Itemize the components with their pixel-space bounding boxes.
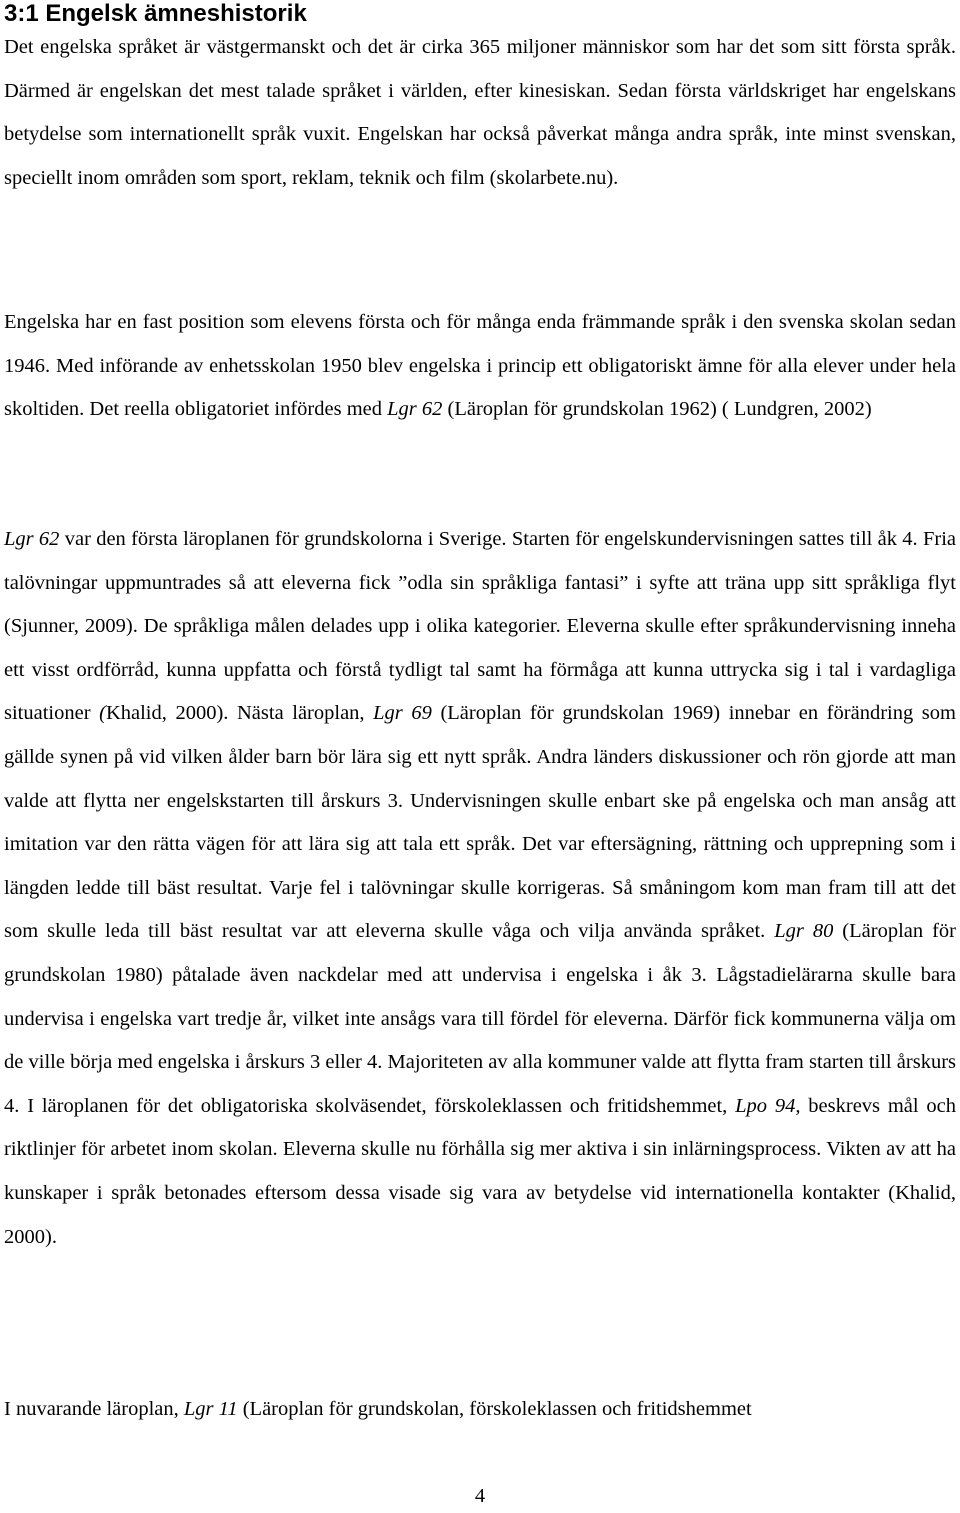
paragraph-text: (Läroplan för grundskolan, förskoleklassen och fritidshemmet	[237, 1398, 752, 1420]
paragraph-text: Khalid, 2000). Nästa läroplan,	[105, 702, 374, 725]
paragraph-text: I nuvarande läroplan,	[4, 1398, 184, 1420]
paragraph-text: beskrevs mål och riktlinjer för arbetet inom skolan. Eleverna skulle nu förhålla sig mer aktiva i sin inlärningsprocess. Vikten av att ha kunskaper i språk betonades eftersom dessa visade sig vara av betydelse vid internationella kontakter (Khalid, 2000).	[4, 1094, 957, 1248]
curriculum-title-lgr62: Lgr 62	[4, 528, 60, 550]
italic-parenthesis: (	[99, 702, 106, 725]
curriculum-title-lgr69: Lgr 69	[373, 702, 432, 725]
paragraph-text: (Läroplan för grundskolan 1969) innebar en förändring som gällde synen på vid vilken ålder barn bör lära sig ett nytt språk. Andra länders diskussioner och rön gjorde att man valde att flytta ner engelskstarten till årskurs 3. Undervisningen skulle enbart ske på engelska och man ansåg att imitation var den rätta vägen för att lära sig att tala ett språk. Det var eftersägning, rättning och upprepning som i längden ledde till bäst resultat. Varje fel i talövningar skulle korrigeras. Så småningom kom man fram till att det som skulle leda till bäst resultat var att eleverna skulle våga och vilja använda språket.	[4, 702, 956, 943]
paragraph-english-origin	[4, 26, 956, 200]
paragraph-english-position	[4, 301, 956, 432]
curriculum-title-lgr62: Lgr 62	[387, 398, 443, 421]
curriculum-title-lgr80: Lgr 80	[774, 920, 834, 943]
section-heading: 3:1 Engelsk ämneshistorik	[4, 0, 307, 27]
paragraph-current-curriculum	[4, 1388, 956, 1432]
curriculum-title-lpo94: Lpo 94,	[735, 1094, 801, 1117]
paragraph-text: Det engelska språket är västgermanskt och det är cirka 365 miljoner människor som har det som sitt första språk. Därmed är engelskan det mest talade språket i världen, efter kinesiskan. Sedan första världskriget har engelskans betydelse som internationellt språk vuxit. Engelskan har också påverkat många andra språk, inte minst svenskan, speciellt inom områden som sport, reklam, teknik och film (skolarbete.nu).	[4, 36, 956, 189]
paragraph-text: Engelska har en fast position som elevens första och för många enda främmande språk i den svenska skolan sedan 1946. Med införande av enhetsskolan 1950 blev engelska i princip ett obligatoriskt ämne för alla elever under hela skoltiden. Det reella obligatoriet infördes med	[4, 311, 956, 421]
curriculum-title-lgr11: Lgr 11	[183, 1398, 238, 1420]
paragraph-text: (Läroplan för grundskolan 1962) ( Lundgren, 2002)	[442, 398, 872, 421]
paragraph-text: (Läroplan för grundskolan 1980) påtalade även nackdelar med att undervisa i engelska i åk 3. Lågstadielärarna skulle bara undervisa i engelska vart tredje år, vilket inte ansågs vara till fördel för eleverna. Därför fick kommunerna välja om de ville börja med engelska i årskurs 3 eller 4. Majoriteten av alla kommuner valde att flytta fram starten till årskurs 4. I läroplanen för det obligatoriska skolväsendet, förskoleklassen och fritidshemmet,	[4, 920, 956, 1117]
paragraph-text: var den första läroplanen för grundskolorna i Sverige. Starten för engelskundervisningen sattes till åk 4. Fria talövningar uppmuntrades så att eleverna fick ”odla sin språkliga fantasi” i syfte att träna upp sitt språkliga flyt (Sjunner, 2009). De språkliga målen delades upp i olika kategorier. Eleverna skulle efter språkundervisning inneha ett visst ordförråd, kunna uppfatta och förstå tydligt tal samt ha förmåga att kunna uttrycka sig i tal i vardagliga situationer	[4, 528, 956, 725]
page-number: 4	[474, 1485, 486, 1507]
paragraph-curriculum-history	[4, 518, 956, 1259]
